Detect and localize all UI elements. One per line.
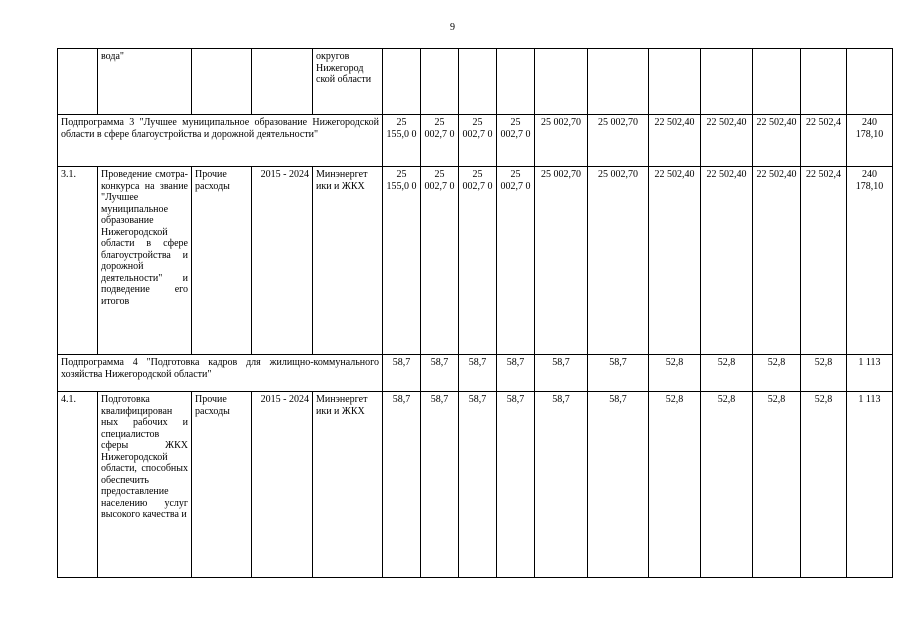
value-cell: 52,8: [753, 392, 801, 578]
cell-period: 2015 - 2024: [252, 167, 313, 355]
table-row: [58, 49, 893, 115]
total-cell: 1 113: [847, 355, 893, 392]
cell-type: Прочие расходы: [192, 392, 252, 578]
cell-num: [58, 49, 98, 115]
value-cell: 58,7: [535, 355, 588, 392]
page-number: 9: [450, 22, 455, 33]
cell-period: [252, 49, 313, 115]
value-cell: 58,7: [459, 355, 497, 392]
subprogram-3-title: Подпрограмма 3 "Лучшее муниципальное образование Нижегородской области в сфере благоустройства и дорожной деятельности": [58, 115, 383, 167]
table-row-4-1: [58, 392, 893, 578]
value-cell: 25 002,7 0: [497, 115, 535, 167]
cell-name: Подготовка квалифицирован ных рабочих и специалистов сферы ЖКХ Нижегородской области, способных обеспечить предоставление населению услуг высокого качества и: [98, 392, 192, 578]
value-cell: 58,7: [588, 355, 649, 392]
cell-name: Проведение смотра-конкурса на звание "Лучшее муниципальное образование Нижегородской области в сфере благоустройства и дорожной деятельности" и подведение его итогов: [98, 167, 192, 355]
value-cell: 25 155,0 0: [383, 115, 421, 167]
value-cell: 25 002,7 0: [459, 115, 497, 167]
cell-executor: округов Нижегород ской области: [313, 49, 383, 115]
value-cell: 58,7: [383, 392, 421, 578]
value-cell: 25 002,7 0: [459, 167, 497, 355]
table-row-3-1: [58, 167, 893, 355]
value-cell: 25 002,70: [588, 167, 649, 355]
total-cell: 1 113: [847, 392, 893, 578]
cell-type: [192, 49, 252, 115]
value-cell: 52,8: [701, 392, 753, 578]
cell-executor: Минэнергет ики и ЖКХ: [313, 392, 383, 578]
value-cell: 58,7: [535, 392, 588, 578]
cell-executor: Минэнергет ики и ЖКХ: [313, 167, 383, 355]
value-cell: 22 502,40: [753, 167, 801, 355]
value-cell: 52,8: [701, 355, 753, 392]
cell-period: 2015 - 2024: [252, 392, 313, 578]
value-cell: 52,8: [801, 392, 847, 578]
value-cell: 25 002,7 0: [497, 167, 535, 355]
value-cell: 58,7: [421, 392, 459, 578]
cell-type: Прочие расходы: [192, 167, 252, 355]
value-cell: 25 002,70: [535, 115, 588, 167]
value-cell: 22 502,4: [801, 115, 847, 167]
value-cell: 52,8: [649, 392, 701, 578]
value-cell: 22 502,40: [753, 115, 801, 167]
value-cell: 25 002,70: [535, 167, 588, 355]
value-cell: 25 155,0 0: [383, 167, 421, 355]
value-cell: 22 502,40: [701, 115, 753, 167]
cell-num: 3.1.: [58, 167, 98, 355]
value-cell: 25 002,7 0: [421, 115, 459, 167]
value-cell: 58,7: [497, 392, 535, 578]
value-cell: 25 002,70: [588, 115, 649, 167]
value-cell: 52,8: [649, 355, 701, 392]
value-cell: 58,7: [497, 355, 535, 392]
cell-name: вода": [98, 49, 192, 115]
value-cell: 52,8: [753, 355, 801, 392]
value-cell: 22 502,4: [801, 167, 847, 355]
total-cell: 240 178,10: [847, 115, 893, 167]
value-cell: 58,7: [588, 392, 649, 578]
value-cell: 58,7: [383, 355, 421, 392]
value-cell: 58,7: [421, 355, 459, 392]
value-cell: 22 502,40: [649, 115, 701, 167]
total-cell: 240 178,10: [847, 167, 893, 355]
value-cell: 22 502,40: [649, 167, 701, 355]
cell-num: 4.1.: [58, 392, 98, 578]
budget-table: [57, 48, 893, 578]
value-cell: 58,7: [459, 392, 497, 578]
table-row-subprogram-3: [58, 115, 893, 167]
table-row-subprogram-4: [58, 355, 893, 392]
value-cell: 22 502,40: [701, 167, 753, 355]
value-cell: 25 002,7 0: [421, 167, 459, 355]
value-cell: 52,8: [801, 355, 847, 392]
subprogram-4-title: Подпрограмма 4 "Подготовка кадров для жилищно-коммунального хозяйства Нижегородской области": [58, 355, 383, 392]
